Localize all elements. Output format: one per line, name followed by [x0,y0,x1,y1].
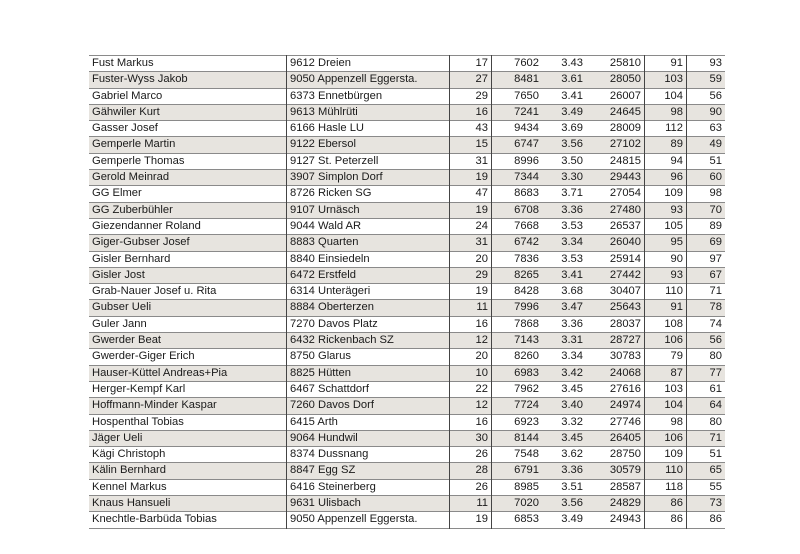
value-cell-b: 7724 [492,398,543,414]
value-cell-f: 80 [709,350,722,363]
value-cell-d: 25914 [586,251,645,267]
value-cell-e: 98 [645,414,687,430]
value-cell-b: 7868 [514,317,539,330]
value-cell-f: 51 [709,448,722,461]
table-row [89,496,725,512]
value-cell-d: 25810 [586,56,645,72]
value-cell-e: 94 [645,153,687,169]
value-cell-f: 60 [687,170,726,186]
place-cell: 6472 Erstfeld [287,267,450,283]
value-cell-b: 7548 [514,448,539,461]
name-cell: Gabriel Marco [89,88,287,104]
value-cell-a: 29 [450,88,492,104]
value-cell-d: 26537 [586,218,645,234]
value-cell-b: 6791 [492,463,543,479]
results-table [89,55,725,529]
table-row [89,121,725,137]
name-cell: Kägi Christoph [89,447,287,463]
value-cell-c: 3.36 [542,463,586,479]
value-cell-a: 17 [450,56,492,72]
place-cell: 3907 Simplon Dorf [287,170,450,186]
value-cell-e: 106 [645,333,687,349]
place-cell: 8884 Oberterzen [287,300,450,316]
table-row [89,104,725,120]
value-cell-e: 96 [645,170,687,186]
value-cell-d: 26007 [586,88,645,104]
place-cell: 8847 Egg SZ [287,463,450,479]
table-row [89,463,725,479]
value-cell-d: 27102 [586,137,645,153]
value-cell-f: 78 [687,300,726,316]
value-cell-f: 63 [709,122,722,135]
name-cell: Herger-Kempf Karl [89,381,287,397]
value-cell-c: 3.49 [542,104,586,120]
place-cell: 9044 Wald AR [287,218,450,234]
value-cell-d: 28009 [586,121,645,137]
table-row [89,333,725,349]
value-cell-b: 6983 [492,365,543,381]
name-cell: Fust Markus [89,56,287,72]
value-cell-e: 105 [645,218,687,234]
value-cell-a: 28 [450,463,492,479]
value-cell-c: 3.34 [542,235,586,251]
value-cell-c: 3.30 [542,170,586,186]
value-cell-b: 7836 [514,252,539,265]
value-cell-e: 93 [645,267,687,283]
place-cell: 9050 Appenzell Eggersta. [287,72,450,88]
value-cell-b: 8481 [492,72,543,88]
value-cell-f: 55 [709,480,722,493]
value-cell-a: 11 [450,300,492,316]
value-cell-c: 3.53 [561,252,583,265]
value-cell-d: 27480 [586,202,645,218]
value-cell-a: 20 [450,251,492,267]
table-row [89,186,725,202]
value-cell-b: 8144 [492,430,543,446]
value-cell-a: 26 [450,479,492,495]
value-cell-a: 27 [450,72,492,88]
value-cell-b: 8996 [514,154,539,167]
value-cell-f: 74 [709,317,722,330]
value-cell-f: 70 [687,202,726,218]
name-cell: Hospenthal Tobias [89,414,287,430]
value-cell-d: 28750 [586,447,645,463]
value-cell-a: 10 [450,365,492,381]
value-cell-c: 3.45 [542,430,586,446]
value-cell-b: 8265 [492,267,543,283]
value-cell-f: 77 [687,365,726,381]
table-row [89,447,725,463]
value-cell-b: 7241 [492,104,543,120]
value-cell-e: 91 [645,300,687,316]
value-cell-b: 7143 [492,333,543,349]
value-cell-e: 87 [645,365,687,381]
place-cell: 6432 Rickenbach SZ [287,333,450,349]
value-cell-b: 7996 [492,300,543,316]
name-cell: Knaus Hansueli [89,496,287,512]
value-cell-d: 24943 [586,512,645,528]
value-cell-c: 3.36 [561,317,583,330]
value-cell-c: 3.34 [561,350,583,363]
value-cell-b: 7650 [514,89,539,102]
value-cell-d: 24974 [586,398,645,414]
table-row [89,218,725,234]
place-cell: 6314 Unterägeri [287,284,450,300]
name-cell: Gasser Josef [89,121,287,137]
value-cell-b: 6708 [492,202,543,218]
data-table [89,55,722,529]
place-cell: 9122 Ebersol [287,137,450,153]
name-cell: Hauser-Küttel Andreas+Pia [89,365,287,381]
value-cell-a: 19 [450,170,492,186]
value-cell-f: 59 [687,72,726,88]
value-cell-d: 27746 [586,414,645,430]
place-cell: 8883 Quarten [287,235,450,251]
value-cell-c: 3.41 [542,267,586,283]
value-cell-f: 56 [687,333,726,349]
table-row [89,251,725,267]
value-cell-b: 6853 [514,513,539,526]
value-cell-d: 27616 [586,381,645,397]
name-cell: Grab-Nauer Josef u. Rita [89,284,287,300]
value-cell-c: 3.41 [561,89,583,102]
value-cell-b: 8428 [514,285,539,298]
value-cell-e: 98 [645,104,687,120]
value-cell-a: 16 [450,316,492,332]
table-row [89,365,725,381]
value-cell-c: 3.43 [561,57,583,69]
name-cell: Gisler Jost [89,267,287,283]
name-cell: GG Zuberbühler [89,202,287,218]
value-cell-d: 24645 [586,104,645,120]
value-cell-d: 30783 [586,349,645,365]
place-cell: 9064 Hundwil [287,430,450,446]
value-cell-c: 3.49 [561,513,583,526]
value-cell-e: 79 [645,349,687,365]
value-cell-f: 86 [709,513,722,526]
value-cell-d: 24829 [586,496,645,512]
value-cell-a: 20 [450,349,492,365]
value-cell-d: 26405 [586,430,645,446]
table-row [89,88,725,104]
table-row [89,414,725,430]
value-cell-c: 3.71 [561,187,583,200]
table-row [89,349,725,365]
name-cell: Giger-Gubser Josef [89,235,287,251]
place-cell: 9612 Dreien [287,56,450,72]
value-cell-a: 24 [450,218,492,234]
value-cell-f: 67 [687,267,726,283]
value-cell-e: 110 [645,284,687,300]
table-row [89,137,725,153]
table-row [89,202,725,218]
place-cell: 9050 Appenzell Eggersta. [287,512,450,528]
place-cell: 9127 St. Peterzell [287,153,450,169]
value-cell-c: 3.36 [542,202,586,218]
value-cell-d: 30407 [586,284,645,300]
value-cell-e: 104 [645,88,687,104]
value-cell-d: 27054 [586,186,645,202]
place-cell: 8726 Ricken SG [287,186,450,202]
table-row [89,398,725,414]
name-cell: Gerold Meinrad [89,170,287,186]
value-cell-f: 73 [687,496,726,512]
place-cell: 6416 Steinerberg [287,479,450,495]
place-cell: 8374 Dussnang [287,447,450,463]
value-cell-c: 3.51 [561,480,583,493]
value-cell-e: 108 [645,316,687,332]
value-cell-e: 103 [645,72,687,88]
value-cell-f: 98 [709,187,722,200]
name-cell: Gemperle Thomas [89,153,287,169]
value-cell-a: 47 [450,186,492,202]
value-cell-a: 16 [450,104,492,120]
name-cell: Kennel Markus [89,479,287,495]
name-cell: Kälin Bernhard [89,463,287,479]
value-cell-f: 97 [709,252,722,265]
value-cell-c: 3.50 [561,154,583,167]
place-cell: 8840 Einsiedeln [287,251,450,267]
value-cell-f: 89 [709,219,722,232]
place-cell: 6467 Schattdorf [287,381,450,397]
value-cell-e: 110 [645,463,687,479]
value-cell-c: 3.31 [542,333,586,349]
name-cell: Fuster-Wyss Jakob [89,72,287,88]
table-row [89,284,725,300]
table-row [89,316,725,332]
value-cell-a: 12 [450,398,492,414]
value-cell-f: 93 [709,57,722,69]
value-cell-e: 93 [645,202,687,218]
value-cell-c: 3.62 [561,448,583,461]
value-cell-d: 28587 [586,479,645,495]
value-cell-e: 86 [645,496,687,512]
value-cell-c: 3.56 [542,496,586,512]
table-row [89,512,725,528]
value-cell-f: 64 [687,398,726,414]
table-row [89,430,725,446]
value-cell-e: 91 [645,56,687,72]
value-cell-f: 51 [709,154,722,167]
value-cell-e: 112 [645,121,687,137]
place-cell: 7260 Davos Dorf [287,398,450,414]
table-row [89,170,725,186]
value-cell-a: 22 [450,381,492,397]
value-cell-a: 12 [450,333,492,349]
table-row [89,267,725,283]
value-cell-f: 69 [687,235,726,251]
value-cell-b: 6747 [492,137,543,153]
table-row [89,479,725,495]
value-cell-b: 7602 [514,57,539,69]
place-cell: 6166 Hasle LU [287,121,450,137]
value-cell-c: 3.47 [542,300,586,316]
value-cell-a: 16 [450,414,492,430]
name-cell: Guler Jann [89,316,287,332]
value-cell-f: 56 [709,89,722,102]
table-row [89,153,725,169]
table-row [89,56,725,72]
value-cell-f: 80 [709,415,722,428]
value-cell-f: 49 [687,137,726,153]
name-cell: Gähwiler Kurt [89,104,287,120]
value-cell-a: 29 [450,267,492,283]
value-cell-b: 9434 [514,122,539,135]
place-cell: 7270 Davos Platz [287,316,450,332]
value-cell-c: 3.53 [561,219,583,232]
value-cell-c: 3.40 [542,398,586,414]
value-cell-b: 8985 [514,480,539,493]
name-cell: Giezendanner Roland [89,218,287,234]
value-cell-d: 30579 [586,463,645,479]
name-cell: Gwerder Beat [89,333,287,349]
place-cell: 6415 Arth [287,414,450,430]
place-cell: 8750 Glarus [287,349,450,365]
place-cell: 9631 Ulisbach [287,496,450,512]
place-cell: 6373 Ennetbürgen [287,88,450,104]
value-cell-c: 3.42 [542,365,586,381]
value-cell-e: 109 [645,186,687,202]
value-cell-b: 6923 [514,415,539,428]
value-cell-b: 7668 [514,219,539,232]
value-cell-c: 3.56 [542,137,586,153]
value-cell-f: 65 [687,463,726,479]
value-cell-d: 24815 [586,153,645,169]
name-cell: Gubser Ueli [89,300,287,316]
value-cell-a: 15 [450,137,492,153]
value-cell-a: 43 [450,121,492,137]
value-cell-e: 95 [645,235,687,251]
value-cell-c: 3.45 [561,382,583,395]
value-cell-a: 30 [450,430,492,446]
value-cell-c: 3.69 [561,122,583,135]
value-cell-e: 106 [645,430,687,446]
name-cell: GG Elmer [89,186,287,202]
name-cell: Hoffmann-Minder Kaspar [89,398,287,414]
value-cell-e: 109 [645,447,687,463]
value-cell-b: 6742 [492,235,543,251]
table-row [89,72,725,88]
name-cell: Gwerder-Giger Erich [89,349,287,365]
value-cell-c: 3.61 [542,72,586,88]
value-cell-d: 29443 [586,170,645,186]
name-cell: Jäger Ueli [89,430,287,446]
value-cell-e: 89 [645,137,687,153]
value-cell-e: 90 [645,251,687,267]
value-cell-e: 103 [645,381,687,397]
value-cell-f: 71 [709,285,722,298]
value-cell-f: 71 [687,430,726,446]
value-cell-b: 7020 [492,496,543,512]
value-cell-d: 25643 [586,300,645,316]
value-cell-d: 28727 [586,333,645,349]
table-row [89,235,725,251]
value-cell-a: 31 [450,235,492,251]
value-cell-d: 26040 [586,235,645,251]
value-cell-e: 104 [645,398,687,414]
value-cell-b: 8260 [514,350,539,363]
place-cell: 9107 Urnäsch [287,202,450,218]
name-cell: Gisler Bernhard [89,251,287,267]
value-cell-a: 19 [450,284,492,300]
value-cell-a: 31 [450,153,492,169]
value-cell-e: 118 [645,479,687,495]
value-cell-f: 90 [687,104,726,120]
name-cell: Gemperle Martin [89,137,287,153]
value-cell-c: 3.68 [561,285,583,298]
value-cell-a: 19 [450,202,492,218]
name-cell: Knechtle-Barbüda Tobias [89,512,287,528]
value-cell-b: 7962 [514,382,539,395]
value-cell-a: 26 [450,447,492,463]
value-cell-f: 61 [709,382,722,395]
place-cell: 9613 Mühlrüti [287,104,450,120]
value-cell-d: 24068 [586,365,645,381]
value-cell-d: 27442 [586,267,645,283]
value-cell-a: 19 [450,512,492,528]
value-cell-d: 28037 [586,316,645,332]
table-row [89,381,725,397]
value-cell-b: 7344 [492,170,543,186]
value-cell-d: 28050 [586,72,645,88]
value-cell-e: 86 [645,512,687,528]
value-cell-b: 8683 [514,187,539,200]
value-cell-a: 11 [450,496,492,512]
value-cell-c: 3.32 [561,415,583,428]
table-row [89,300,725,316]
place-cell: 8825 Hütten [287,365,450,381]
